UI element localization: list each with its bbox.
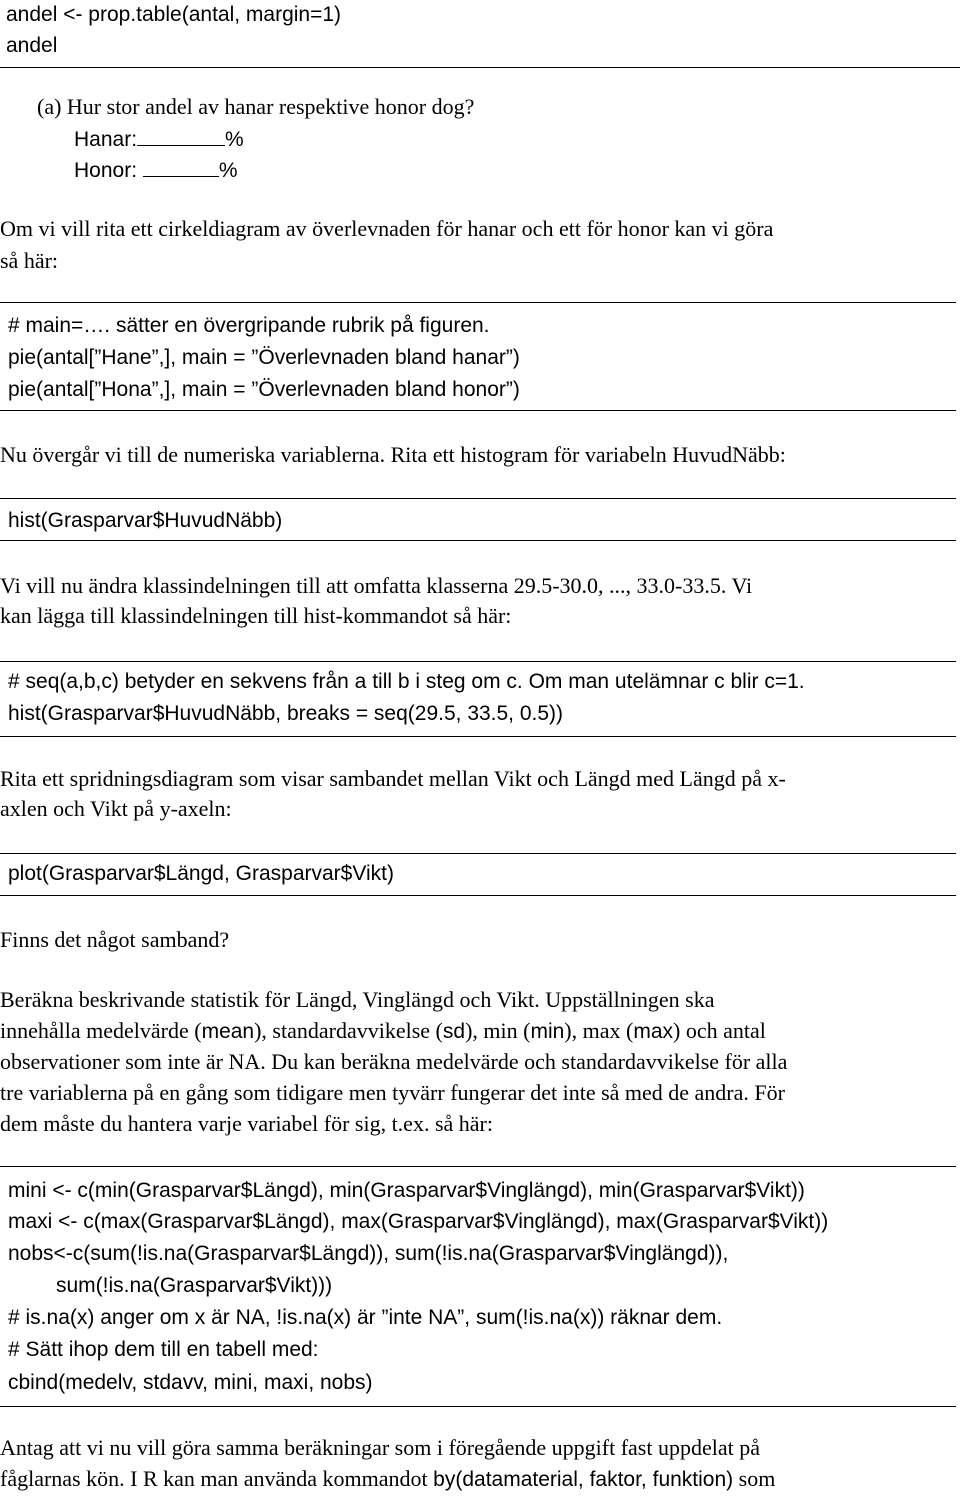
divider — [0, 1406, 956, 1407]
paragraph-line: tre variablerna på en gång som tidigare men tyvärr fungerar det inte så med de andra. För — [0, 1080, 785, 1105]
text-run: som — [733, 1466, 776, 1491]
paragraph-line: observationer som inte är NA. Du kan beräkna medelvärde och standardavvikelse för alla — [0, 1049, 788, 1074]
paragraph-line: så här: — [0, 248, 59, 273]
code-line: cbind(medelv, stdavv, mini, maxi, nobs) — [8, 1371, 373, 1394]
paragraph-line-mixed — [0, 1020, 766, 1042]
divider — [0, 661, 956, 662]
code-comment: # main=…. sätter en övergripande rubrik på figuren. — [8, 314, 490, 337]
inline-code: mean — [201, 1020, 255, 1043]
inline-code: sd — [442, 1020, 466, 1043]
question-a: (a) Hur stor andel av hanar respektive honor dog? — [37, 94, 475, 119]
code-comment: # Sätt ihop dem till en tabell med: — [8, 1338, 319, 1361]
answer-blank — [143, 158, 219, 177]
question-relation: Finns det något samband? — [0, 927, 230, 952]
divider — [0, 736, 956, 737]
code-line: pie(antal[”Hane”,], main = ”Överlevnaden bland hanar”) — [8, 346, 520, 369]
percent-sign: % — [225, 128, 244, 151]
text-run: ) och antal — [673, 1018, 766, 1043]
divider — [0, 302, 956, 303]
inline-code: max — [633, 1020, 674, 1043]
honor-label: Honor: — [74, 159, 138, 182]
code-line: hist(Grasparvar$HuvudNäbb, breaks = seq(29.5, 33.5, 0.5)) — [8, 702, 564, 725]
paragraph-line: Rita ett spridningsdiagram som visar sambandet mellan Vikt och Längd med Längd på x- — [0, 766, 786, 791]
code-line: plot(Grasparvar$Längd, Grasparvar$Vikt) — [8, 862, 394, 885]
hanar-label: Hanar: — [74, 128, 138, 151]
text-run: innehålla medelvärde ( — [0, 1018, 202, 1043]
paragraph-line: Vi vill nu ändra klassindelningen till att omfatta klasserna 29.5-30.0, ..., 33.0-33.5. Vi — [0, 573, 753, 598]
text-run: ), standardavvikelse ( — [254, 1018, 443, 1043]
divider — [0, 895, 956, 896]
code-line: andel — [6, 34, 58, 57]
divider — [0, 853, 956, 854]
divider — [0, 1166, 956, 1167]
paragraph-line: Antag att vi nu vill göra samma beräkningar som i föregående uppgift fast uppdelat på — [0, 1435, 760, 1460]
inline-code: min — [530, 1020, 565, 1043]
divider — [0, 67, 960, 68]
code-line: mini <- c(min(Grasparvar$Längd), min(Grasparvar$Vinglängd), min(Grasparvar$Vikt)) — [8, 1179, 805, 1202]
paragraph-line: Om vi vill rita ett cirkeldiagram av överlevnaden för hanar och ett för honor kan vi göra — [0, 216, 774, 241]
paragraph-line: axlen och Vikt på y-axeln: — [0, 796, 232, 821]
paragraph-line-mixed — [0, 1468, 775, 1490]
answer-honor — [74, 158, 238, 181]
code-comment: # is.na(x) anger om x är NA, !is.na(x) är ”inte NA”, sum(!is.na(x)) räknar dem. — [8, 1306, 723, 1329]
paragraph-line: dem måste du hantera varje variabel för sig, t.ex. så här: — [0, 1111, 493, 1136]
divider — [0, 498, 956, 499]
text-run: ), min ( — [465, 1018, 531, 1043]
code-line: pie(antal[”Hona”,], main = ”Överlevnaden bland honor”) — [8, 378, 520, 401]
code-line: maxi <- c(max(Grasparvar$Längd), max(Grasparvar$Vinglängd), max(Grasparvar$Vikt)) — [8, 1210, 829, 1233]
text-run: fåglarnas kön. I R kan man använda kommandot — [0, 1466, 434, 1491]
code-line: nobs<-c(sum(!is.na(Grasparvar$Längd)), sum(!is.na(Grasparvar$Vinglängd)), — [8, 1242, 729, 1265]
text-run: ), max ( — [564, 1018, 634, 1043]
percent-sign: % — [218, 159, 238, 182]
answer-hanar — [74, 127, 244, 150]
paragraph-line: Nu övergår vi till de numeriska variablerna. Rita ett histogram för variabeln HuvudNäbb: — [0, 442, 786, 467]
inline-code: by(datamaterial, faktor, funktion) — [433, 1468, 734, 1491]
paragraph-line: Beräkna beskrivande statistik för Längd, Vinglängd och Vikt. Uppställningen ska — [0, 987, 715, 1012]
code-line: hist(Grasparvar$HuvudNäbb) — [8, 509, 283, 532]
code-comment: # seq(a,b,c) betyder en sekvens från a till b i steg om c. Om man utelämnar c blir c=1. — [8, 670, 805, 693]
divider — [0, 410, 956, 411]
divider — [0, 540, 956, 541]
code-line: andel <- prop.table(antal, margin=1) — [6, 3, 342, 26]
answer-blank — [137, 127, 225, 146]
code-line: sum(!is.na(Grasparvar$Vikt))) — [56, 1274, 333, 1297]
paragraph-line: kan lägga till klassindelningen till hist-kommandot så här: — [0, 603, 512, 628]
